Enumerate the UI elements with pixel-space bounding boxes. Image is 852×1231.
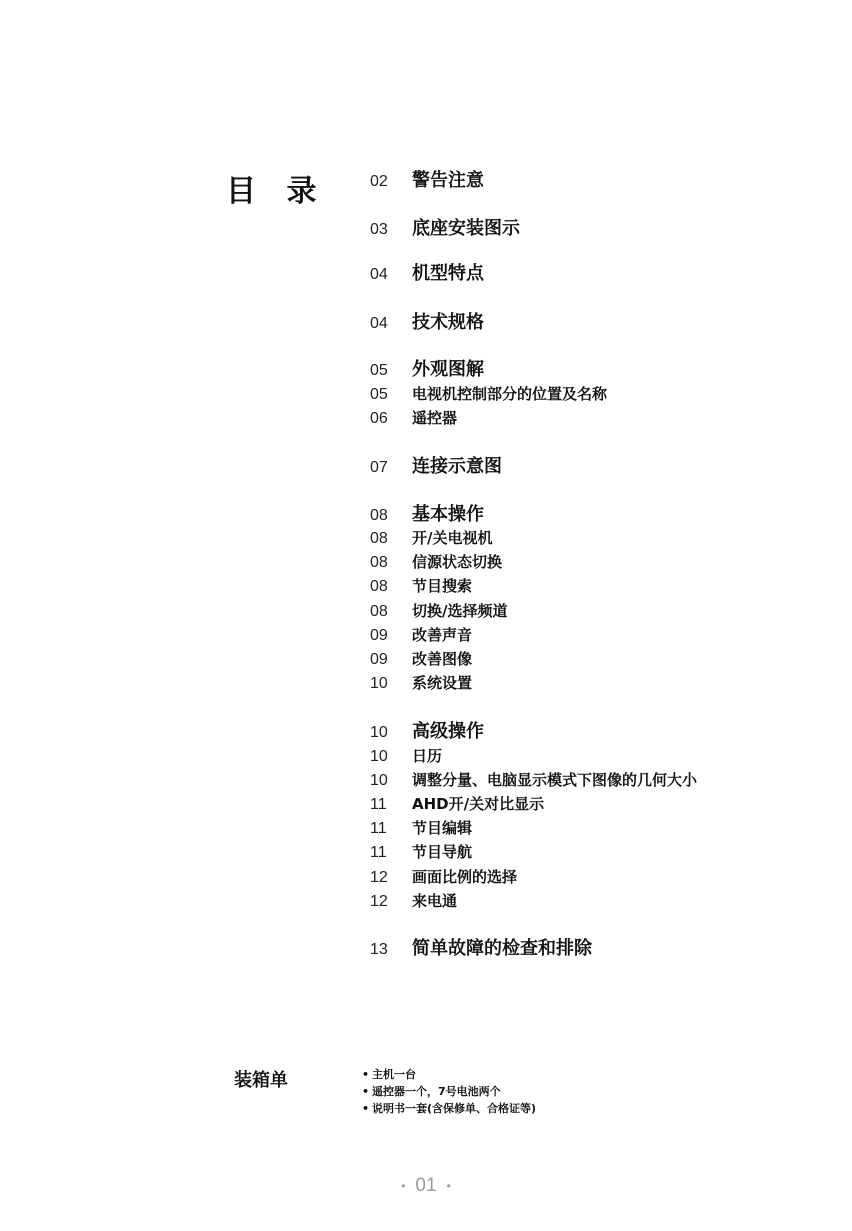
packing-list (362, 1066, 536, 1117)
packing-list-item-label: 主机一台 (372, 1068, 416, 1081)
toc-page-number: 11 (370, 844, 387, 861)
toc-page-number: 05 (370, 386, 388, 403)
toc-entry-label: 日历 (412, 747, 443, 765)
toc-entry-label: 电视机控制部分的位置及名称 (412, 385, 608, 403)
toc-entry-label: 来电通 (412, 892, 458, 910)
packing-list-title: 装箱单 (234, 1070, 288, 1091)
toc-entry[interactable] (370, 405, 457, 431)
toc-entry[interactable] (370, 216, 520, 242)
toc-page-number: 10 (370, 724, 388, 741)
toc-entry-label: 遥控器 (412, 409, 458, 427)
toc-entry-label: 改善图像 (412, 650, 473, 668)
toc-entry[interactable] (370, 888, 457, 914)
toc-entry-label: 系统设置 (412, 674, 473, 692)
toc-page-number: 03 (370, 221, 388, 238)
toc-entry[interactable] (370, 525, 492, 551)
toc-entry-label: 技术规格 (412, 312, 484, 333)
toc-entry[interactable] (370, 549, 502, 575)
toc-entry-label: 简单故障的检查和排除 (412, 938, 592, 959)
bullet-icon: • (362, 1085, 370, 1098)
toc-page-number: 09 (370, 651, 388, 668)
right-dot-icon: • (446, 1178, 451, 1193)
toc-page-number: 08 (370, 507, 388, 524)
toc-entry[interactable] (370, 646, 472, 672)
toc-page-number: 10 (370, 772, 388, 789)
packing-list-item (362, 1083, 536, 1100)
toc-entry[interactable] (370, 936, 592, 962)
toc-entry-label: 底座安装图示 (412, 218, 520, 239)
toc-entry[interactable] (370, 864, 517, 890)
toc-page-number: 10 (370, 748, 388, 765)
toc-entry[interactable] (370, 743, 442, 769)
toc-page-number: 12 (370, 893, 388, 910)
toc-entry[interactable] (370, 598, 507, 624)
toc-entry-label: 节目编辑 (412, 819, 473, 837)
toc-page-number: 13 (370, 941, 388, 958)
toc-entry[interactable] (370, 791, 544, 817)
toc-entry[interactable] (370, 815, 472, 841)
toc-entry[interactable] (370, 573, 472, 599)
toc-entry-label: 节目导航 (412, 843, 473, 861)
toc-page-number: 11 (370, 796, 387, 813)
toc-page-number: 11 (370, 820, 387, 837)
toc-list (370, 0, 840, 1000)
page-number-footer (0, 1175, 852, 1197)
toc-title: 目 录 (226, 174, 327, 209)
bullet-icon: • (362, 1102, 370, 1115)
toc-entry-label: AHD开/关对比显示 (412, 795, 545, 813)
toc-entry-label: 画面比例的选择 (412, 868, 518, 886)
toc-entry-label: 调整分量、电脑显示模式下图像的几何大小 (412, 771, 698, 789)
toc-entry-label: 连接示意图 (412, 456, 502, 477)
packing-list-item-label: 遥控器一个，7号电池两个 (372, 1085, 501, 1098)
toc-entry[interactable] (370, 767, 697, 793)
toc-page-number: 08 (370, 603, 388, 620)
toc-entry[interactable] (370, 670, 472, 696)
toc-entry-label: 开/关电视机 (412, 529, 493, 547)
packing-list-item (362, 1066, 536, 1083)
toc-page-number: 08 (370, 530, 388, 547)
toc-entry-label: 切换/选择频道 (412, 602, 508, 620)
toc-page-number: 10 (370, 675, 388, 692)
toc-page-number: 02 (370, 173, 388, 190)
toc-entry-label: 机型特点 (412, 263, 484, 284)
toc-page-number: 09 (370, 627, 388, 644)
packing-list-item (362, 1100, 536, 1117)
toc-entry[interactable] (370, 622, 472, 648)
packing-list-item-label: 说明书一套(含保修单、合格证等) (372, 1102, 537, 1115)
toc-entry-label: 警告注意 (412, 170, 484, 191)
toc-entry[interactable] (370, 168, 484, 194)
toc-entry[interactable] (370, 839, 472, 865)
toc-entry-label: 高级操作 (412, 721, 484, 742)
toc-entry[interactable] (370, 310, 484, 336)
toc-page-number: 07 (370, 459, 388, 476)
toc-page-number: 12 (370, 869, 388, 886)
toc-entry[interactable] (370, 357, 484, 383)
left-dot-icon: • (401, 1178, 406, 1193)
toc-entry[interactable] (370, 381, 607, 407)
toc-page-number: 08 (370, 554, 388, 571)
toc-page-number: 06 (370, 410, 388, 427)
toc-entry[interactable] (370, 719, 484, 745)
toc-entry[interactable] (370, 454, 502, 480)
toc-entry-label: 基本操作 (412, 504, 484, 525)
toc-entry-label: 节目搜索 (412, 577, 473, 595)
toc-entry[interactable] (370, 261, 484, 287)
bullet-icon: • (362, 1068, 370, 1081)
toc-page-number: 04 (370, 315, 388, 332)
toc-page-number: 08 (370, 578, 388, 595)
page-number: 01 (415, 1175, 437, 1196)
toc-entry-label: 改善声音 (412, 626, 473, 644)
toc-page-number: 04 (370, 266, 388, 283)
toc-page-number: 05 (370, 362, 388, 379)
toc-entry-label: 外观图解 (412, 359, 484, 380)
toc-entry-label: 信源状态切换 (412, 553, 503, 571)
